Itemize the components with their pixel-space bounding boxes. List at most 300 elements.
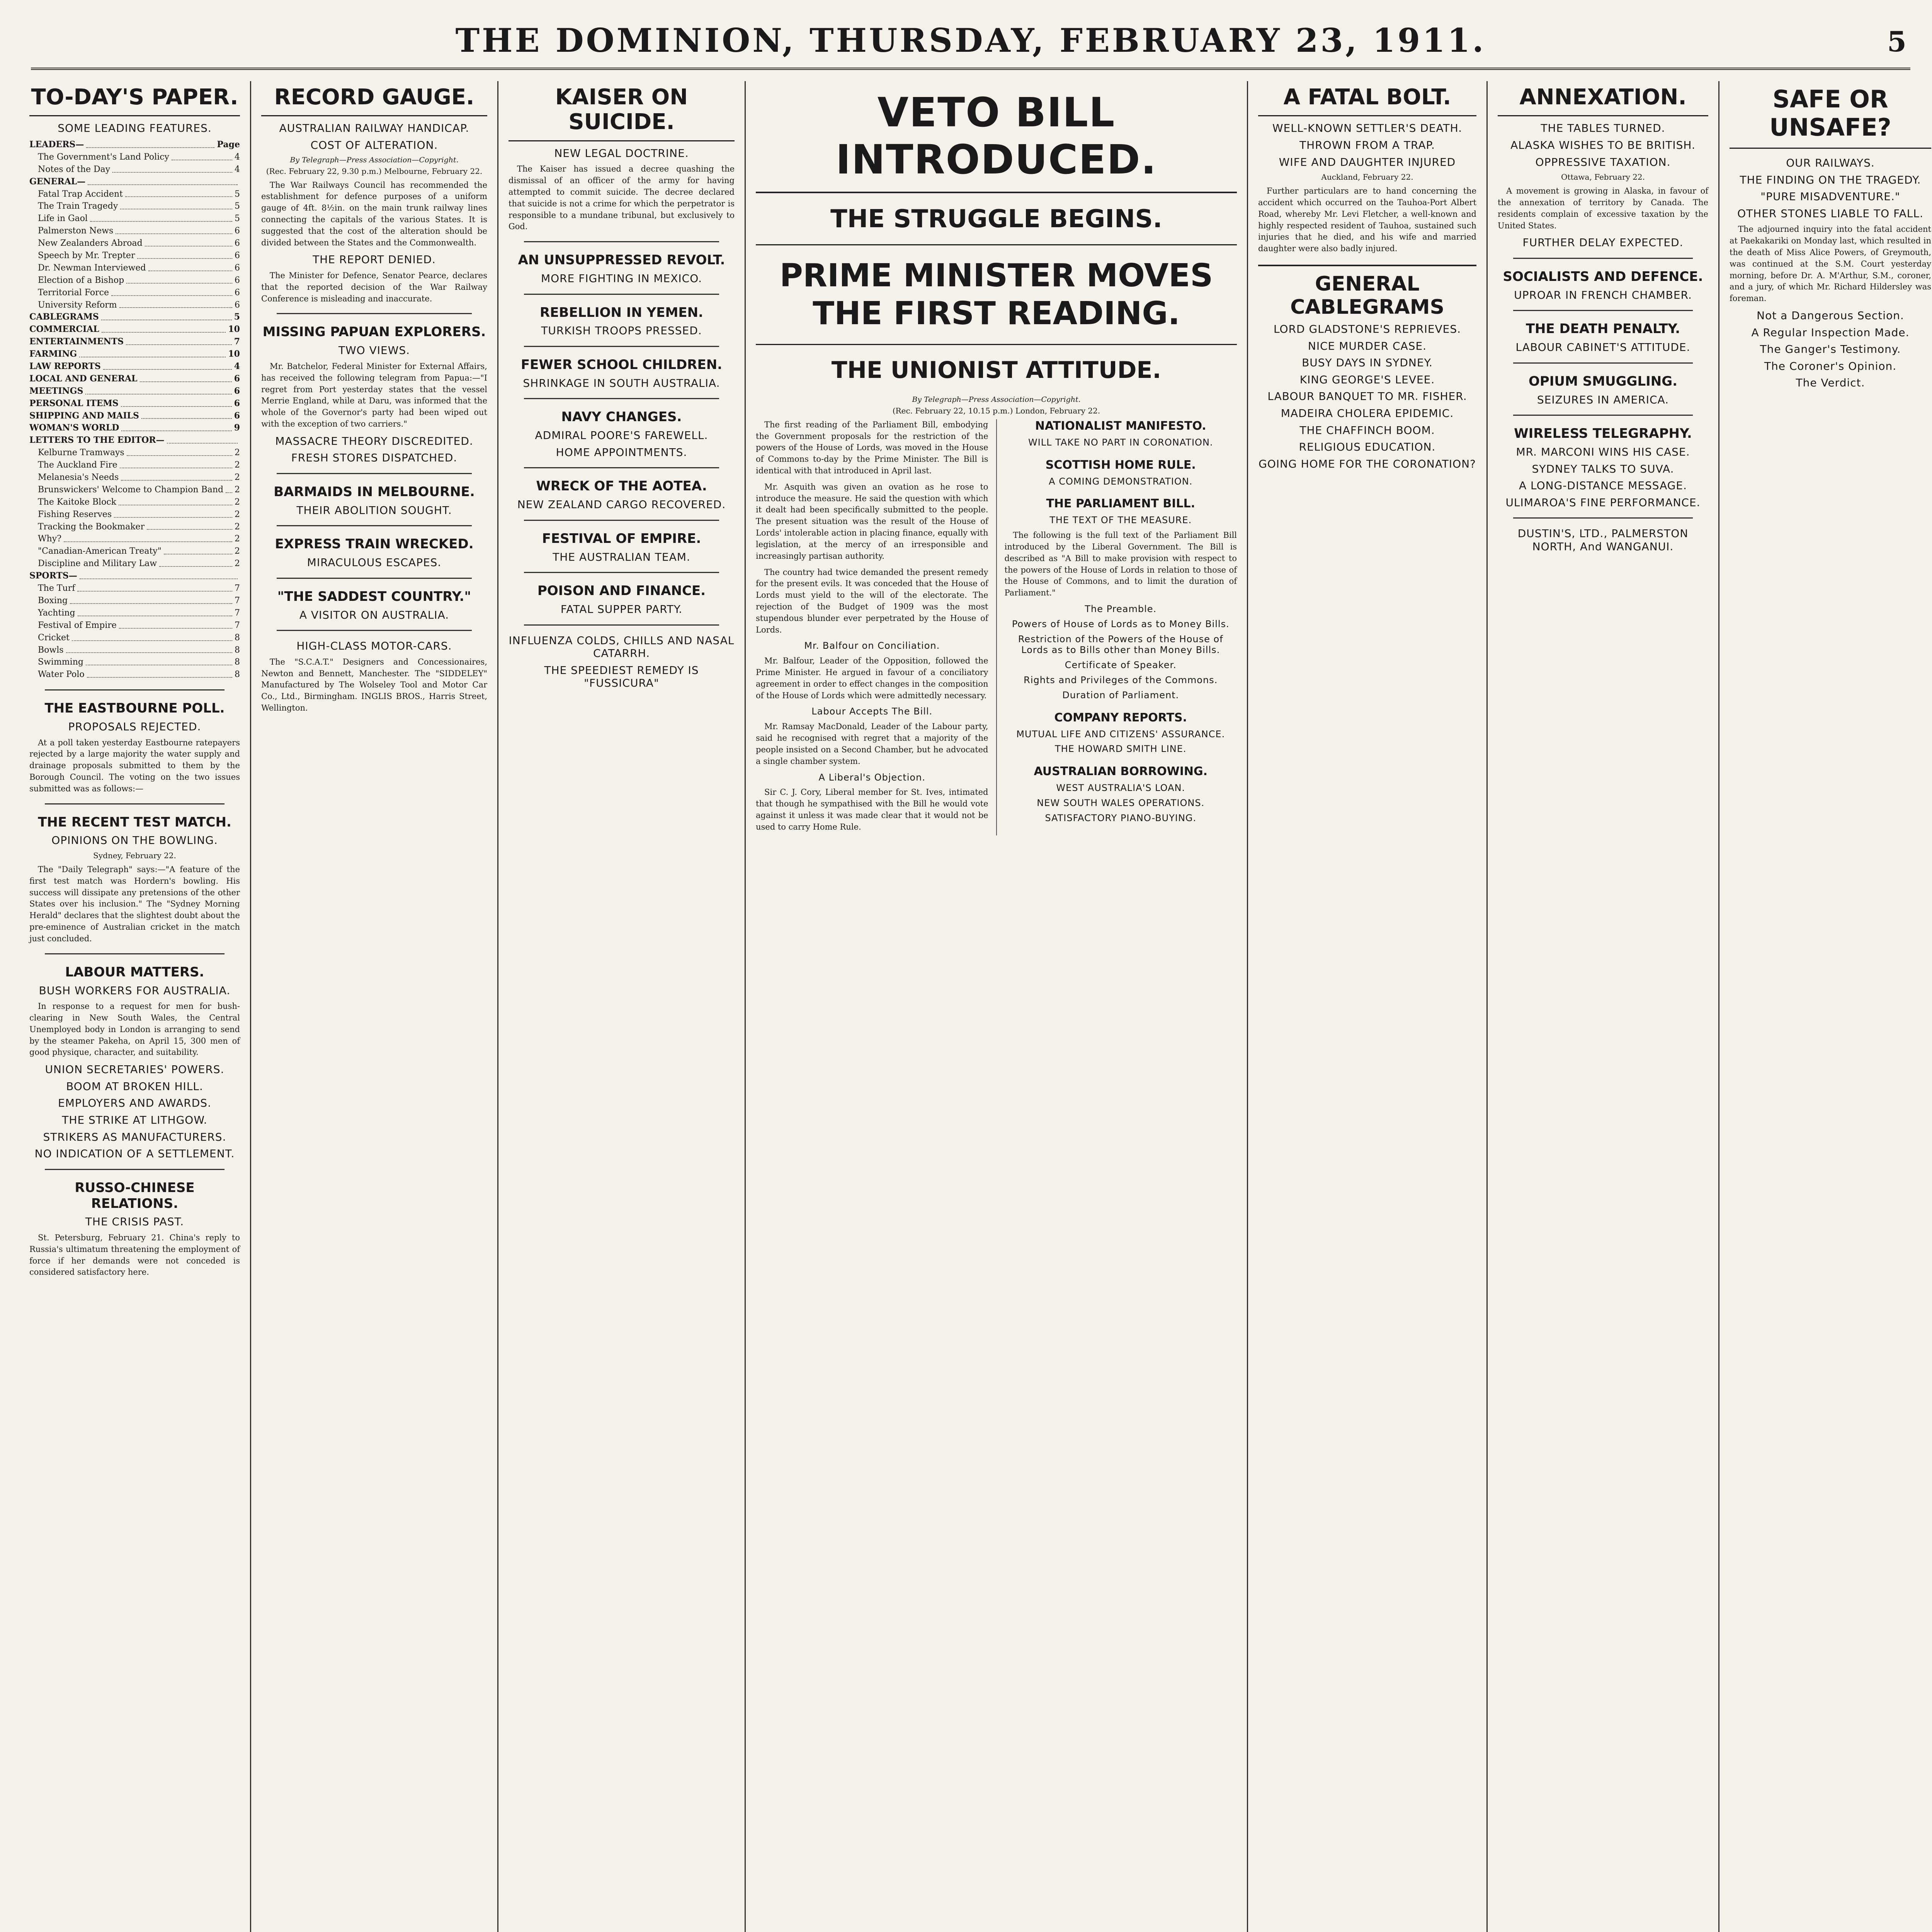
report-denied-text: The Minister for Defence, Senator Pearce, declares that the reported decision of the War Railway Conference is misleading and inaccurate. — [261, 271, 487, 303]
leader-dots — [137, 250, 232, 259]
contents-label: CABLEGRAMS — [29, 312, 99, 322]
levee-heading: KING GEORGE'S LEVEE. — [1299, 373, 1435, 386]
fatal-bolt-sub: WELL-KNOWN SETTLER'S DEATH. — [1272, 122, 1463, 135]
leader-dots — [125, 188, 232, 197]
contents-label: Cricket — [38, 633, 70, 643]
kaiser-heading: KAISER ON SUICIDE. — [509, 85, 735, 141]
contents-page: 6 — [235, 226, 240, 236]
column-3 — [498, 81, 746, 1932]
contents-label: SPORTS— — [29, 571, 77, 581]
navy-heading: NAVY CHANGES. — [561, 409, 682, 425]
contents-list — [29, 139, 240, 681]
contents-page: 2 — [235, 485, 240, 495]
poison-heading: POISON AND FINANCE. — [537, 583, 706, 599]
veto-article-body — [756, 419, 1237, 835]
test-match-sub: OPINIONS ON THE BOWLING. — [51, 834, 218, 847]
festival-sub: THE AUSTRALIAN TEAM. — [553, 550, 690, 563]
parliament-bill-heading: THE PARLIAMENT BILL. — [1046, 497, 1196, 511]
contents-label: Life in Gaol — [38, 214, 88, 224]
contents-row — [29, 434, 240, 447]
contents-page: 7 — [235, 608, 240, 618]
eastbourne-text: At a poll taken yesterday Eastbourne ratepayers rejected by a large majority the water supply and drainage proposals submitted to them by the Borough Council. The voting on the two issues submitted was as follows:— — [29, 738, 240, 793]
divider — [524, 346, 719, 347]
contents-row — [29, 619, 240, 632]
leader-dots — [103, 361, 232, 370]
parliament-bill-text: The following is the full text of the Parliament Bill introduced by the Liberal Government. The Bill is described as "A Bill to make provision with respect to the powers of the House of Lords in relation to those of the House of Commons, and to limit the duration of Parliament." — [1004, 531, 1237, 598]
contents-label: Notes of the Day — [38, 164, 111, 174]
home-rule-heading: SCOTTISH HOME RULE. — [1045, 458, 1196, 472]
aotea-sub: NEW ZEALAND CARGO RECOVERED. — [517, 498, 726, 511]
kaiser-text: The Kaiser has issued a decree quashing the dismissal of an officer of the army for having attempted to commit suicide. The decree declared that suicide is not a crime for which the perpetrator is responsible to a mundane tribunal, but exclusively to God. — [509, 164, 735, 231]
preamble-heading: The Preamble. — [1085, 604, 1157, 615]
contents-label: Brunswickers' Welcome to Champion Band — [38, 485, 224, 495]
annexation-sub2: ALASKA WISHES TO BE BRITISH. — [1510, 138, 1696, 151]
contents-label: GENERAL— — [29, 176, 86, 187]
contents-row — [29, 471, 240, 484]
divider — [524, 467, 719, 468]
influenza-sub: THE SPEEDIEST REMEDY IS "FUSSICURA" — [544, 663, 699, 690]
express-sub: MIRACULOUS ESCAPES. — [307, 556, 442, 569]
contents-row — [29, 311, 240, 323]
contents-page: 5 — [235, 201, 240, 211]
masthead-title: THE DOMINION, THURSDAY, FEBRUARY 23, 1911. — [455, 21, 1486, 60]
report-denied-heading: THE REPORT DENIED. — [313, 253, 436, 266]
manifesto-heading: NATIONALIST MANIFESTO. — [1035, 419, 1206, 433]
employers-heading: EMPLOYERS AND AWARDS. — [58, 1097, 211, 1110]
divider — [524, 241, 719, 242]
revolt-heading: AN UNSUPPRESSED REVOLT. — [518, 252, 725, 268]
contents-label: PERSONAL ITEMS — [29, 398, 119, 408]
leader-dots — [120, 200, 232, 209]
contents-row — [29, 151, 240, 163]
contents-label: Fishing Reserves — [38, 509, 112, 519]
contents-page: 8 — [235, 645, 240, 655]
ulimaroa-heading: ULIMAROA'S FINE PERFORMANCE. — [1505, 496, 1701, 509]
divider — [277, 313, 472, 314]
contents-label: Festival of Empire — [38, 620, 117, 630]
veto-paragraph: Sir C. J. Cory, Liberal member for St. Ives, intimated that though he sympathised with the Bill he would vote against it unless it was made clear that it would not be used to carry Home Rule. — [756, 787, 988, 832]
home-heading: HOME APPOINTMENTS. — [556, 446, 687, 459]
contents-label: Election of a Bishop — [38, 275, 124, 285]
column-5 — [1248, 81, 1488, 1932]
contents-page: 4 — [235, 164, 240, 174]
contents-row — [29, 398, 240, 410]
veto-headline: VETO BILL INTRODUCED. — [756, 89, 1237, 193]
motor-heading: HIGH-CLASS MOTOR-CARS. — [296, 639, 452, 653]
massacre-heading: MASSACRE THEORY DISCREDITED. — [275, 434, 473, 447]
column-6 — [1488, 81, 1719, 1932]
fatal-bolt-sub3: WIFE AND DAUGHTER INJURED — [1279, 155, 1456, 168]
contents-label: Yachting — [38, 608, 75, 618]
contents-page: 4 — [234, 361, 240, 372]
contents-page: 8 — [235, 670, 240, 680]
contents-row — [29, 225, 240, 237]
fatal-bolt-heading: A FATAL BOLT. — [1258, 85, 1476, 116]
contents-page: 5 — [235, 214, 240, 224]
leader-dots — [121, 398, 232, 407]
banquet-heading: LABOUR BANQUET TO MR. FISHER. — [1267, 390, 1467, 403]
contents-row — [29, 447, 240, 459]
fatal-bolt-text: Further particulars are to hand concerning the accident which occurred on the Tauhoa-Port Albert Road, whereby Mr. Levi Fletcher, a well-known and highly respected resident of Tauhoa, sustained such injuries that he died, and his wife and married daughter were also badly injured. — [1258, 186, 1476, 253]
contents-row — [29, 632, 240, 644]
contents-page: 6 — [234, 398, 240, 408]
record-gauge-sub2: COST OF ALTERATION. — [310, 138, 438, 151]
contents-label: LEADERS— — [29, 139, 84, 150]
annexation-dateline: Ottawa, February 22. — [1561, 172, 1645, 182]
contents-row — [29, 422, 240, 434]
leader-dots — [119, 496, 232, 505]
ganger-heading: The Ganger's Testimony. — [1760, 343, 1901, 356]
parliament-bill-sub: THE TEXT OF THE MEASURE. — [1049, 515, 1192, 526]
papuan-sub: TWO VIEWS. — [338, 344, 410, 357]
mutual-life-heading: MUTUAL LIFE AND CITIZENS' ASSURANCE. — [1016, 728, 1225, 740]
divider — [524, 398, 719, 399]
veto-dateline: (Rec. February 22, 10.15 p.m.) London, February 22. — [892, 406, 1100, 415]
column-2 — [251, 81, 498, 1932]
death-penalty-sub: LABOUR CABINET'S ATTITUDE. — [1515, 341, 1690, 354]
motor-text: The "S.C.A.T." Designers and Concessionaires, Newton and Bennett, Manchester. The "SIDDELEY" Manufactured by The Wolseley Tool and Motor Car Co., Ltd., Birmingham. INGLIS BROS., Harris Street, Wellington. — [261, 657, 487, 713]
russo-sub: THE CRISIS PAST. — [85, 1215, 184, 1228]
contents-page: 2 — [235, 546, 240, 556]
veto-paragraph: The country had twice demanded the present remedy for the present evils. It was conceded that the House of Lords must yield to the will of the electorate. The rejection of the Budget of 1909 was the most stupendous blunder ever perpetrated by the House of Lords. — [756, 567, 988, 634]
conciliation-heading: Mr. Balfour on Conciliation. — [804, 640, 940, 651]
general-cablegrams-heading: GENERAL CABLEGRAMS — [1258, 265, 1476, 319]
leader-dots — [167, 434, 238, 444]
nice-murder-heading: NICE MURDER CASE. — [1308, 339, 1427, 352]
contents-label: University Reform — [38, 300, 117, 310]
regular-inspection-heading: A Regular Inspection Made. — [1751, 326, 1910, 339]
contents-label: LETTERS TO THE EDITOR— — [29, 435, 165, 446]
contents-label: The Turf — [38, 583, 75, 594]
leader-dots — [148, 262, 232, 271]
contents-page: 6 — [234, 386, 240, 396]
leader-dots — [78, 607, 232, 616]
leader-dots — [172, 151, 232, 160]
veto-paragraph: Mr. Asquith was given an ovation as he rose to introduce the measure. He said the question with which it dealt had been specifically submitted to the people. The present situation was the result of the House of Lords' intolerable action in placing finance, equally with legislation, at the mercy of an irresponsible and increasingly partisan authority. — [756, 482, 988, 561]
divider — [1513, 362, 1693, 364]
contents-page: 6 — [234, 373, 240, 384]
leader-dots — [145, 237, 232, 247]
settlement-heading: NO INDICATION OF A SETTLEMENT. — [34, 1147, 235, 1160]
contents-row — [29, 385, 240, 398]
labour-text: In response to a request for men for bush-clearing in New South Wales, the Central Unemployed body in London is arranging to send by the steamer Pakeha, on April 15, 300 men of good physique, character, and suitability. — [29, 1002, 240, 1057]
manifesto-sub: WILL TAKE NO PART IN CORONATION. — [1028, 437, 1213, 448]
contents-label: Swimming — [38, 657, 83, 667]
money-bills-heading: Powers of House of Lords as to Money Bills. — [1012, 618, 1230, 629]
school-heading: FEWER SCHOOL CHILDREN. — [520, 357, 723, 373]
contents-row — [29, 570, 240, 582]
leader-dots — [226, 484, 232, 493]
leader-dots — [141, 410, 232, 419]
safe-or-unsafe-heading: SAFE OR UNSAFE? — [1730, 85, 1931, 149]
contents-page: 10 — [228, 324, 240, 335]
contents-label: Tracking the Bookmaker — [38, 522, 145, 532]
labour-sub: BUSH WORKERS FOR AUSTRALIA. — [39, 984, 231, 997]
rights-heading: Rights and Privileges of the Commons. — [1024, 675, 1218, 686]
contents-page: 8 — [235, 657, 240, 667]
contents-row — [29, 644, 240, 656]
leader-dots — [111, 287, 232, 296]
leader-dots — [126, 336, 232, 345]
divider — [1513, 258, 1693, 259]
contents-row — [29, 533, 240, 545]
going-home-heading: GOING HOME FOR THE CORONATION? — [1259, 457, 1476, 470]
divider — [277, 630, 472, 631]
liberal-objection-heading: A Liberal's Objection. — [818, 772, 925, 783]
restriction-heading: Restriction of the Powers of the House of Lords as to Bills other than Money Bills. — [1018, 633, 1223, 656]
contents-page: 6 — [235, 287, 240, 298]
contents-row — [29, 607, 240, 619]
leader-dots — [120, 459, 232, 468]
divider — [1513, 310, 1693, 311]
festival-heading: FESTIVAL OF EMPIRE. — [542, 531, 701, 546]
contents-page: 4 — [235, 152, 240, 162]
company-reports-heading: COMPANY REPORTS. — [1054, 711, 1187, 724]
leader-dots — [77, 582, 232, 592]
annexation-sub3: OPPRESSIVE TAXATION. — [1535, 155, 1671, 168]
contents-label: LAW REPORTS — [29, 361, 101, 372]
record-gauge-text: The War Railways Council has recommended the establishment for defence purposes of a uniform gauge of 4ft. 8½in. on the main trunk railway lines connecting the capitals of the various States. It is suggested that the cost of the alteration should be divided between the States and the Commonwealth. — [261, 180, 487, 247]
divider — [45, 689, 224, 690]
contents-label: Why? — [38, 534, 62, 544]
aotea-heading: WRECK OF THE AOTEA. — [536, 478, 707, 494]
leader-dots — [140, 373, 232, 382]
howard-smith-heading: THE HOWARD SMITH LINE. — [1054, 743, 1187, 755]
stones-sub: OTHER STONES LIABLE TO FALL. — [1737, 207, 1923, 220]
opium-sub: SEIZURES IN AMERICA. — [1537, 393, 1669, 406]
contents-label: New Zealanders Abroad — [38, 238, 143, 248]
barmaids-heading: BARMAIDS IN MELBOURNE. — [274, 484, 475, 500]
contents-page: 6 — [235, 275, 240, 285]
divider — [524, 572, 719, 573]
union-heading: UNION SECRETARIES' POWERS. — [45, 1063, 224, 1076]
test-dateline: Sydney, February 22. — [93, 851, 176, 861]
divider — [1513, 517, 1693, 519]
contents-row — [29, 545, 240, 558]
contents-row — [29, 188, 240, 201]
finding-sub: THE FINDING ON THE TRAGEDY. — [1740, 173, 1921, 186]
column-1 — [19, 81, 251, 1932]
contents-page: 5 — [235, 189, 240, 199]
contents-row — [29, 163, 240, 176]
leader-dots — [164, 545, 232, 554]
record-gauge-heading: RECORD GAUGE. — [261, 85, 487, 116]
contents-page: 6 — [235, 238, 240, 248]
contents-row — [29, 484, 240, 496]
contents-page: 2 — [235, 559, 240, 569]
contents-heading: SOME LEADING FEATURES. — [58, 122, 212, 135]
leader-dots — [86, 139, 214, 148]
todays-paper-title: TO-DAY'S PAPER. — [29, 85, 240, 116]
contents-page: 5 — [234, 312, 240, 322]
contents-row — [29, 521, 240, 533]
contents-page: 2 — [235, 522, 240, 532]
column-4-veto-bill — [746, 81, 1248, 1932]
page-number: 5 — [1887, 25, 1906, 58]
leader-dots — [87, 668, 232, 678]
contents-page: 2 — [235, 497, 240, 507]
byline: By Telegraph—Press Association—Copyright. — [290, 155, 459, 164]
borrowing-sub: WEST AUSTRALIA'S LOAN. — [1056, 782, 1185, 794]
wireless-heading: WIRELESS TELEGRAPHY. — [1514, 426, 1692, 442]
contents-page: 9 — [234, 423, 240, 433]
nsw-heading: NEW SOUTH WALES OPERATIONS. — [1037, 798, 1205, 809]
contents-row — [29, 237, 240, 250]
contents-row — [29, 459, 240, 471]
saddest-sub: A VISITOR ON AUSTRALIA. — [299, 608, 449, 621]
column-7 — [1719, 81, 1932, 1932]
kaiser-sub: NEW LEGAL DOCTRINE. — [554, 146, 689, 160]
dateline: (Rec. February 22, 9.30 p.m.) Melbourne, February 22. — [266, 166, 483, 176]
leader-dots — [147, 521, 232, 530]
contents-label: Palmerston News — [38, 226, 114, 236]
duration-heading: Duration of Parliament. — [1062, 689, 1179, 701]
contents-label: WOMAN'S WORLD — [29, 423, 119, 433]
yemen-sub: TURKISH TROOPS PRESSED. — [541, 324, 702, 337]
contents-label: Territorial Force — [38, 287, 109, 298]
school-sub: SHRINKAGE IN SOUTH AUSTRALIA. — [523, 376, 720, 389]
divider — [45, 803, 224, 804]
leader-dots — [159, 558, 232, 567]
revolt-sub: MORE FIGHTING IN MEXICO. — [541, 272, 702, 285]
russo-text: St. Petersburg, February 21. China's reply to Russia's ultimatum threatening the employment of force if her demands were not conceded is considered satisfactory here. — [29, 1233, 240, 1277]
death-penalty-heading: THE DEATH PENALTY. — [1526, 321, 1680, 337]
boom-heading: BOOM AT BROKEN HILL. — [66, 1080, 203, 1093]
contents-label: COMMERCIAL — [29, 324, 99, 335]
coroner-heading: The Coroner's Opinion. — [1764, 359, 1897, 372]
leader-dots — [72, 632, 232, 641]
leader-dots — [102, 323, 226, 333]
socialists-heading: SOCIALISTS AND DEFENCE. — [1503, 269, 1703, 285]
contents-row — [29, 361, 240, 373]
poison-sub: FATAL SUPPER PARTY. — [560, 602, 683, 616]
contents-row — [29, 558, 240, 570]
contents-page: 2 — [235, 473, 240, 483]
contents-page: 6 — [235, 263, 240, 273]
message-heading: A LONG-DISTANCE MESSAGE. — [1519, 479, 1687, 492]
veto-paragraph: Mr. Balfour, Leader of the Opposition, followed the Prime Minister. He argued in favour of a conciliatory agreement in order to effect changes in the composition of the House of Lords which were admittedly necessary. — [756, 656, 988, 700]
contents-label: SHIPPING AND MAILS — [29, 410, 139, 421]
contents-page: 7 — [234, 337, 240, 347]
contents-row — [29, 274, 240, 287]
contents-label: Kelburne Tramways — [38, 448, 124, 458]
contents-row — [29, 496, 240, 509]
contents-label: Melanesia's Needs — [38, 473, 119, 483]
contents-label: LOCAL AND GENERAL — [29, 373, 138, 384]
contents-row — [29, 287, 240, 299]
contents-page: 2 — [235, 460, 240, 470]
contents-row — [29, 509, 240, 521]
contents-page: 7 — [235, 620, 240, 630]
gladstone-heading: LORD GLADSTONE'S REPRIEVES. — [1273, 323, 1461, 336]
contents-page: 7 — [235, 583, 240, 594]
contents-label: The Kaitoke Block — [38, 497, 116, 507]
contents-page: 6 — [234, 410, 240, 421]
test-match-text: The "Daily Telegraph" says:—"A feature of the first test match was Hordern's bowling. His success will dissipate any pretensions of the other States over his inclusion." The "Sydney Morning Herald" declares that the slightest doubt about the pre-eminence of Australian cricket in the match just concluded. — [29, 865, 240, 943]
stores-heading: FRESH STORES DISPATCHED. — [291, 451, 457, 464]
eastbourne-sub: PROPOSALS REJECTED. — [68, 720, 201, 733]
annexation-sub: THE TABLES TURNED. — [1541, 122, 1665, 135]
divider — [277, 578, 472, 579]
contents-row — [29, 139, 240, 151]
contents-label: MEETINGS — [29, 386, 83, 396]
contents-label: The Auckland Fire — [38, 460, 117, 470]
contents-row — [29, 336, 240, 348]
unionist-headline: THE UNIONIST ATTITUDE. — [831, 356, 1162, 384]
uproar-heading: UPROAR IN FRENCH CHAMBER. — [1514, 288, 1692, 301]
express-heading: EXPRESS TRAIN WRECKED. — [275, 536, 474, 552]
fatal-bolt-dateline: Auckland, February 22. — [1321, 172, 1413, 182]
annexation-heading: ANNEXATION. — [1498, 85, 1708, 116]
divider — [524, 624, 719, 626]
contents-row — [29, 582, 240, 595]
strike-heading: THE STRIKE AT LITHGOW. — [62, 1113, 207, 1126]
leader-dots — [116, 225, 232, 234]
cholera-heading: MADEIRA CHOLERA EPIDEMIC. — [1281, 407, 1454, 420]
navy-sub: ADMIRAL POORE'S FAREWELL. — [535, 429, 708, 442]
leader-dots — [121, 422, 231, 431]
leader-dots — [90, 213, 232, 222]
first-reading-headline: PRIME MINISTER MOVES THE FIRST READING. — [756, 257, 1237, 345]
contents-page: 10 — [228, 349, 240, 359]
contents-label: Speech by Mr. Trepter — [38, 251, 135, 260]
record-gauge-sub: AUSTRALIAN RAILWAY HANDICAP. — [279, 122, 469, 135]
contents-row — [29, 668, 240, 681]
piano-heading: SATISFACTORY PIANO-BUYING. — [1045, 812, 1197, 823]
leader-dots — [101, 311, 232, 320]
labour-accepts-heading: Labour Accepts The Bill. — [811, 706, 933, 717]
barmaids-sub: THEIR ABOLITION SOUGHT. — [296, 503, 452, 517]
struggle-headline: THE STRUGGLE BEGINS. — [756, 205, 1237, 245]
leader-dots — [66, 644, 232, 653]
test-match-heading: THE RECENT TEST MATCH. — [38, 814, 231, 830]
contents-row — [29, 176, 240, 188]
veto-byline: By Telegraph—Press Association—Copyright. — [912, 395, 1081, 404]
suva-heading: SYDNEY TALKS TO SUVA. — [1532, 462, 1674, 475]
divider — [45, 953, 224, 954]
veto-paragraph: The first reading of the Parliament Bill, embodying the Government proposals for the restriction of the powers of the House of Lords, was moved in the House of Commons to-day by the Prime Minister. The Bill is identical with that introduced in April last. — [756, 420, 988, 476]
leader-dots — [85, 385, 231, 395]
contents-row — [29, 213, 240, 225]
contents-label: Dr. Newman Interviewed — [38, 263, 146, 273]
leader-dots — [64, 533, 232, 542]
veto-paragraph: Mr. Ramsay MacDonald, Leader of the Labour party, said he recognised with regret that a majority of the people insisted on a Second Chamber, but he advocated a single chamber system. — [756, 722, 988, 766]
leader-dots — [121, 471, 232, 481]
contents-row — [29, 262, 240, 274]
leader-dots — [112, 163, 232, 173]
contents-row — [29, 299, 240, 311]
busy-days-heading: BUSY DAYS IN SYDNEY. — [1302, 356, 1433, 369]
inquiry-text: The adjourned inquiry into the fatal accident at Paekakariki on Monday last, which resulted in the death of Miss Alice Powers, of Greymouth, was continued at the S.M. Court yesterday morning, before Dr. A. M'Arthur, S.M., coroner, and a jury, of which Mr. Richard Hildersley was foreman. — [1730, 224, 1931, 303]
religious-heading: RELIGIOUS EDUCATION. — [1299, 440, 1436, 454]
contents-page: 6 — [235, 300, 240, 310]
contents-page: 2 — [235, 509, 240, 519]
contents-label: Boxing — [38, 595, 68, 605]
leader-dots — [119, 299, 232, 308]
manufacturers-heading: STRIKERS AS MANUFACTURERS. — [43, 1130, 226, 1143]
contents-row — [29, 373, 240, 385]
papuan-heading: MISSING PAPUAN EXPLORERS. — [262, 324, 486, 340]
leader-dots — [79, 348, 226, 357]
influenza-heading: INFLUENZA COLDS, CHILLS AND NASAL CATARRH. — [509, 634, 735, 660]
divider — [277, 525, 472, 526]
railways-sub: OUR RAILWAYS. — [1786, 156, 1875, 169]
leader-dots — [88, 176, 238, 185]
leader-dots — [114, 509, 232, 518]
masthead — [31, 21, 1910, 70]
contents-label: Fatal Trap Accident — [38, 189, 123, 199]
contents-label: ENTERTAINMENTS — [29, 337, 124, 347]
